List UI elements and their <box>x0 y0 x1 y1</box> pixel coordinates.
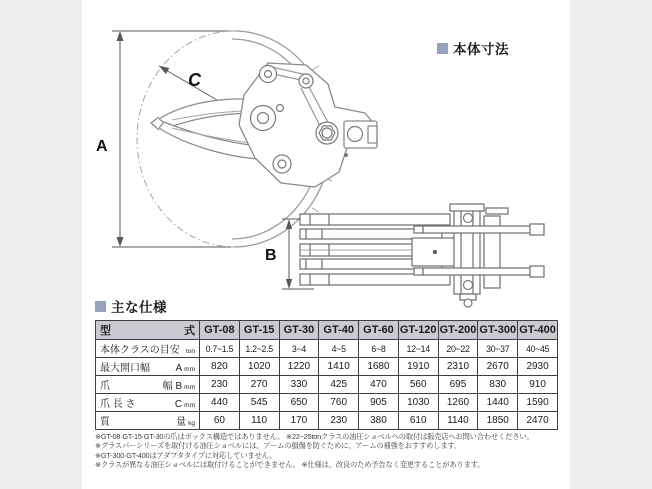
row-unit: mm <box>184 402 195 409</box>
spec-value-cell: 760 <box>319 394 359 412</box>
dimension-c-label: C <box>188 70 201 90</box>
spec-value-cell: 560 <box>398 376 438 394</box>
spec-value-cell: 1260 <box>438 394 478 412</box>
spec-value-cell: 2470 <box>518 412 558 430</box>
spec-column-header: GT-300 <box>478 321 518 340</box>
footnote-line: ※GT-08·GT-15·GT-30の爪はボックス構造ではありません。 ※22~25tonクラスの油圧ショベルへの取付は販売店へお問い合わせください。 <box>95 432 534 441</box>
row-label-letter: 量 <box>176 417 187 428</box>
row-label-letter: A <box>175 363 183 374</box>
spec-value-cell: 440 <box>200 394 240 412</box>
dimension-b-label: B <box>265 247 277 264</box>
footnote-line: ※クラスが異なる油圧ショベルには取付けることができません。 ※仕様は、改良のため予告なく変更することがあります。 <box>95 459 485 469</box>
row-unit: mm <box>184 384 195 391</box>
spec-value-cell: 6~8 <box>359 340 399 358</box>
row-label-letter: 幅 B <box>162 381 183 392</box>
spec-row-class <box>96 340 558 358</box>
section-bullet-icon <box>95 301 106 312</box>
spec-value-cell: 2930 <box>518 358 558 376</box>
spec-header-row <box>96 321 558 340</box>
row-label-text: 本体クラスの目安 <box>100 345 180 356</box>
spec-row-mass <box>96 412 558 430</box>
spec-value-cell: 0.7~1.5 <box>200 340 240 358</box>
spec-value-cell: 20~22 <box>438 340 478 358</box>
spec-value-cell: 230 <box>200 376 240 394</box>
row-label-text: 爪 <box>100 381 110 392</box>
row-label-letter: C <box>174 399 183 410</box>
section-title-text: 本体寸法 <box>453 42 509 57</box>
spec-value-cell: 1910 <box>398 358 438 376</box>
spec-value-cell: 1680 <box>359 358 399 376</box>
spec-column-header: GT-60 <box>359 321 399 340</box>
dimension-a-label: A <box>96 138 108 155</box>
spec-value-cell: 3~4 <box>279 340 319 358</box>
spec-value-cell: 1850 <box>478 412 518 430</box>
grapple-side-view <box>265 204 544 307</box>
spec-value-cell: 1220 <box>279 358 319 376</box>
spec-row-label <box>96 376 200 394</box>
spec-value-cell: 425 <box>319 376 359 394</box>
spec-value-cell: 650 <box>279 394 319 412</box>
row-unit: kg <box>188 420 195 427</box>
spec-value-cell: 110 <box>239 412 279 430</box>
spec-value-cell: 1440 <box>478 394 518 412</box>
spec-row-label <box>96 340 200 358</box>
spec-value-cell: 40~45 <box>518 340 558 358</box>
spec-column-header: GT-40 <box>319 321 359 340</box>
spec-value-cell: 12~14 <box>398 340 438 358</box>
catalog-page <box>82 0 570 489</box>
footnote-line: ※GT-300·GT-400はアダプタタイプに対応していません。 <box>95 450 277 460</box>
spec-row-label <box>96 358 200 376</box>
spec-value-cell: 30~37 <box>478 340 518 358</box>
spec-value-cell: 820 <box>200 358 240 376</box>
row-label-text: 質 <box>100 417 110 428</box>
spec-row-opening-width <box>96 358 558 376</box>
footnotes <box>95 432 557 469</box>
spec-value-cell: 330 <box>279 376 319 394</box>
section-title-specs <box>95 296 167 316</box>
spec-value-cell: 545 <box>239 394 279 412</box>
spec-value-cell: 1.2~2.5 <box>239 340 279 358</box>
spec-value-cell: 1030 <box>398 394 438 412</box>
row-unit: ton <box>185 348 195 355</box>
spec-row-label <box>96 412 200 430</box>
spec-value-cell: 610 <box>398 412 438 430</box>
model-header-cell <box>96 321 200 340</box>
spec-value-cell: 470 <box>359 376 399 394</box>
spec-value-cell: 910 <box>518 376 558 394</box>
spec-value-cell: 1590 <box>518 394 558 412</box>
row-label-text: 最大開口幅 <box>100 363 150 374</box>
spec-value-cell: 830 <box>478 376 518 394</box>
spec-column-header: GT-30 <box>279 321 319 340</box>
spec-value-cell: 270 <box>239 376 279 394</box>
spec-row-claw-width <box>96 376 558 394</box>
spec-column-header: GT-120 <box>398 321 438 340</box>
model-header-right: 式 <box>184 325 195 337</box>
spec-value-cell: 380 <box>359 412 399 430</box>
model-header-left: 型 <box>100 325 111 337</box>
spec-table <box>95 320 558 430</box>
spec-value-cell: 1020 <box>239 358 279 376</box>
row-unit: mm <box>184 366 195 373</box>
spec-column-header: GT-15 <box>239 321 279 340</box>
section-title-text: 主な仕様 <box>111 300 167 315</box>
spec-value-cell: 905 <box>359 394 399 412</box>
spec-column-header: GT-08 <box>200 321 240 340</box>
spec-value-cell: 695 <box>438 376 478 394</box>
footnote-line: ※グラスパーシリーズを取付ける油圧ショベルには、アームの損傷を防ぐために、アームの補強をおすすめします。 <box>95 441 462 451</box>
spec-value-cell: 4~5 <box>319 340 359 358</box>
spec-row-label <box>96 394 200 412</box>
spec-value-cell: 1140 <box>438 412 478 430</box>
spec-value-cell: 60 <box>200 412 240 430</box>
spec-value-cell: 2670 <box>478 358 518 376</box>
spec-value-cell: 230 <box>319 412 359 430</box>
spec-column-header: GT-400 <box>518 321 558 340</box>
spec-value-cell: 2310 <box>438 358 478 376</box>
spec-row-claw-length <box>96 394 558 412</box>
spec-value-cell: 170 <box>279 412 319 430</box>
spec-column-header: GT-200 <box>438 321 478 340</box>
row-label-text: 爪 長 さ <box>100 399 136 410</box>
section-bullet-icon <box>437 43 448 54</box>
spec-value-cell: 1410 <box>319 358 359 376</box>
section-title-dimensions <box>437 38 509 58</box>
